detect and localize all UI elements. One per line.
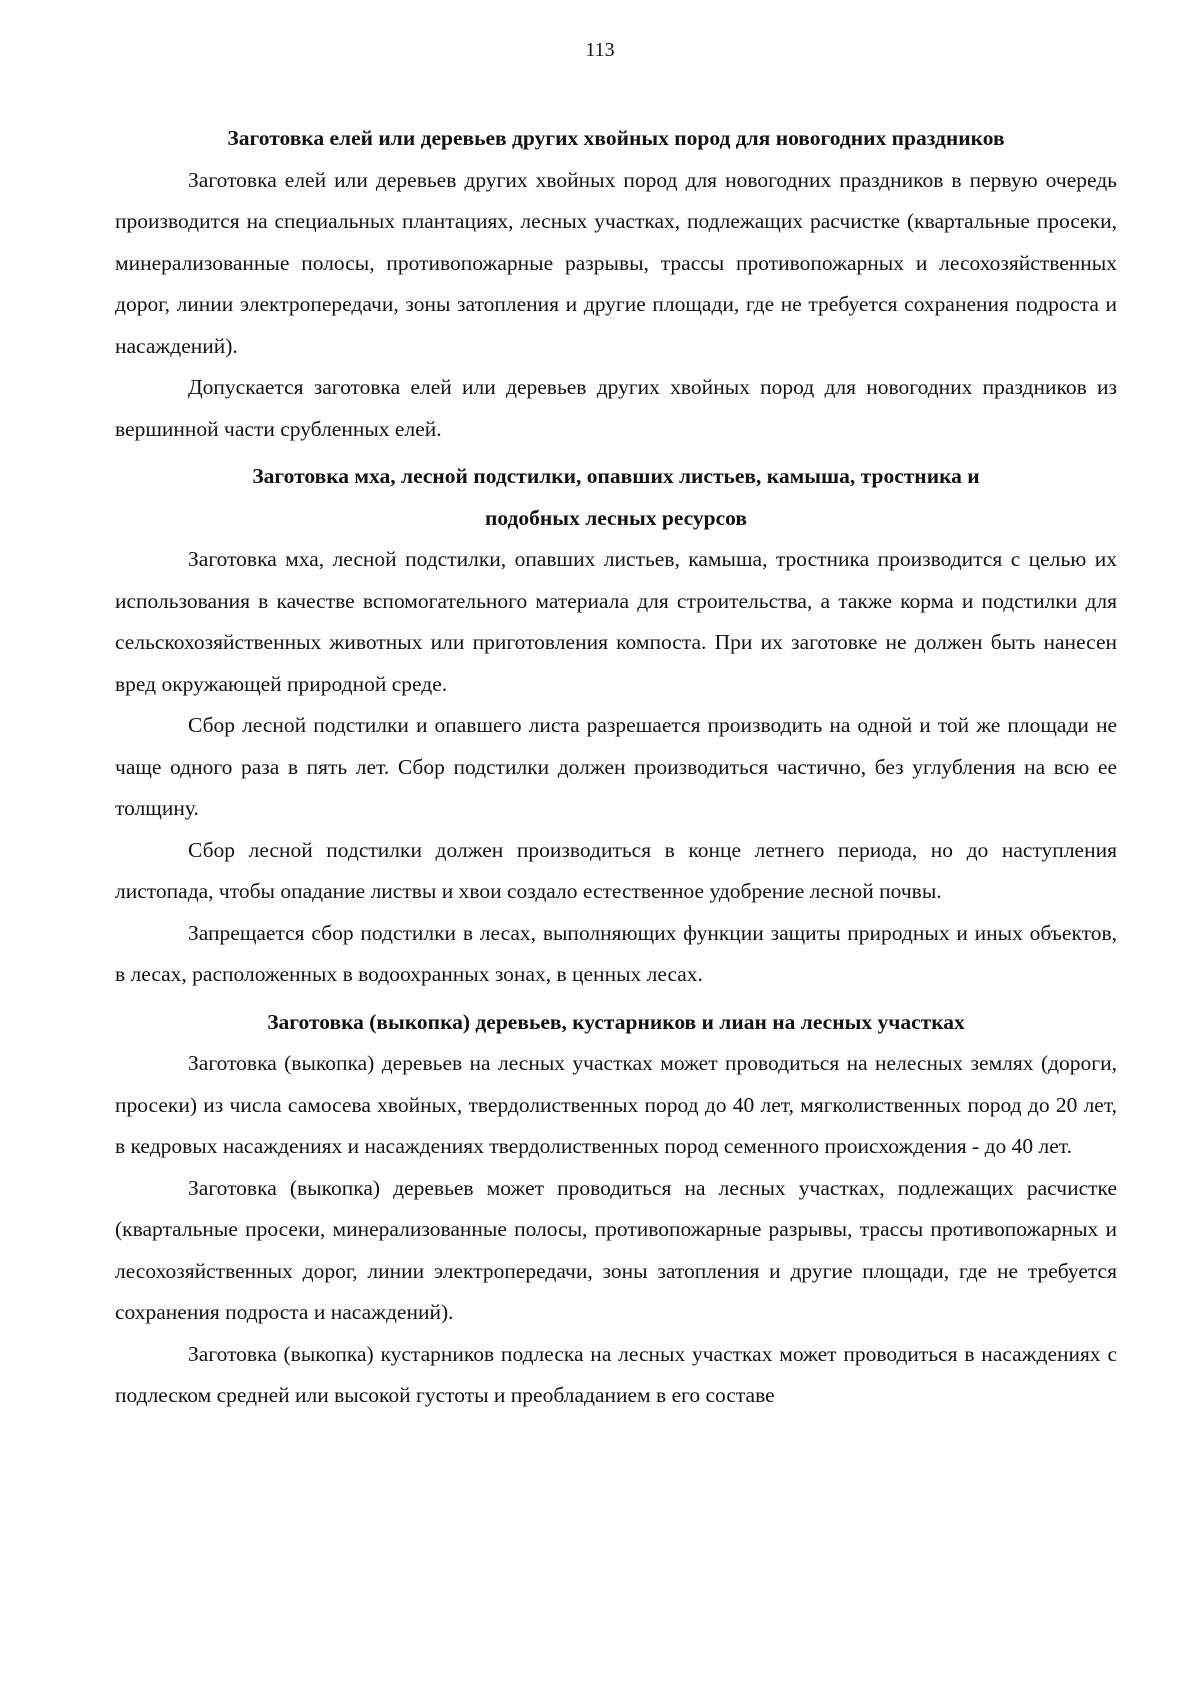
paragraph: Заготовка (выкопка) деревьев может проводиться на лесных участках, подлежащих расчистке (квартальные просеки, минерализованные полосы, противопожарные разрывы, трассы противопожарных и лесохозяйственных дорог, линии электропередачи, зоны затопления и другие площади, где не требуется сохранения подроста и насаждений). <box>115 1175 1117 1324</box>
paragraph: Допускается заготовка елей или деревьев других хвойных пород для новогодних праздников из вершинной части срубленных елей. <box>115 375 1117 441</box>
section-heading-tree-digging: Заготовка (выкопка) деревьев, кустарников и лиан на лесных участках <box>267 1009 965 1034</box>
section-heading-moss-litter-harvest: Заготовка мха, лесной подстилки, опавших листьев, камыша, тростника и подобных лесных ресурсов <box>252 464 980 530</box>
document-body <box>115 118 1117 1417</box>
paragraph: Заготовка (выкопка) деревьев на лесных участках может проводиться на нелесных землях (дороги, просеки) из числа самосева хвойных, твердолиственных пород до 40 лет, мягколиственных пород до 20 лет, в кедровых насаждениях и насаждениях твердолиственных пород семенного происхождения - до 40 лет. <box>115 1051 1117 1158</box>
paragraph: Сбор лесной подстилки и опавшего листа разрешается производить на одной и той же площади не чаще одного раза в пять лет. Сбор подстилки должен производиться частично, без углубления на всю ее толщину. <box>115 713 1117 820</box>
paragraph: Заготовка елей или деревьев других хвойных пород для новогодних праздников в первую очередь производится на специальных плантациях, лесных участках, подлежащих расчистке (квартальные просеки, минерализованные полосы, противопожарные разрывы, трассы противопожарных и лесохозяйственных дорог, линии электропередачи, зоны затопления и другие площади, где не требуется сохранения подроста и насаждений). <box>115 167 1117 358</box>
paragraph: Сбор лесной подстилки должен производиться в конце летнего периода, но до наступления листопада, чтобы опадание листвы и хвои создало естественное удобрение лесной почвы. <box>115 837 1117 903</box>
page-number: 113 <box>585 39 615 61</box>
paragraph: Заготовка мха, лесной подстилки, опавших листьев, камыша, тростника производится с целью их использования в качестве вспомогательного материала для строительства, а также корма и подстилки для сельскохозяйственных животных или приготовления компоста. При их заготовке не должен быть нанесен вред окружающей природной среде. <box>115 547 1117 696</box>
section-heading-fir-harvest: Заготовка елей или деревьев других хвойных пород для новогодних праздников <box>227 126 1005 150</box>
paragraph: Запрещается сбор подстилки в лесах, выполняющих функции защиты природных и иных объектов, в лесах, расположенных в водоохранных зонах, в ценных лесах. <box>115 920 1117 986</box>
paragraph: Заготовка (выкопка) кустарников подлеска на лесных участках может проводиться в насаждениях с подлеском средней или высокой густоты и преобладанием в его составе <box>115 1341 1117 1407</box>
